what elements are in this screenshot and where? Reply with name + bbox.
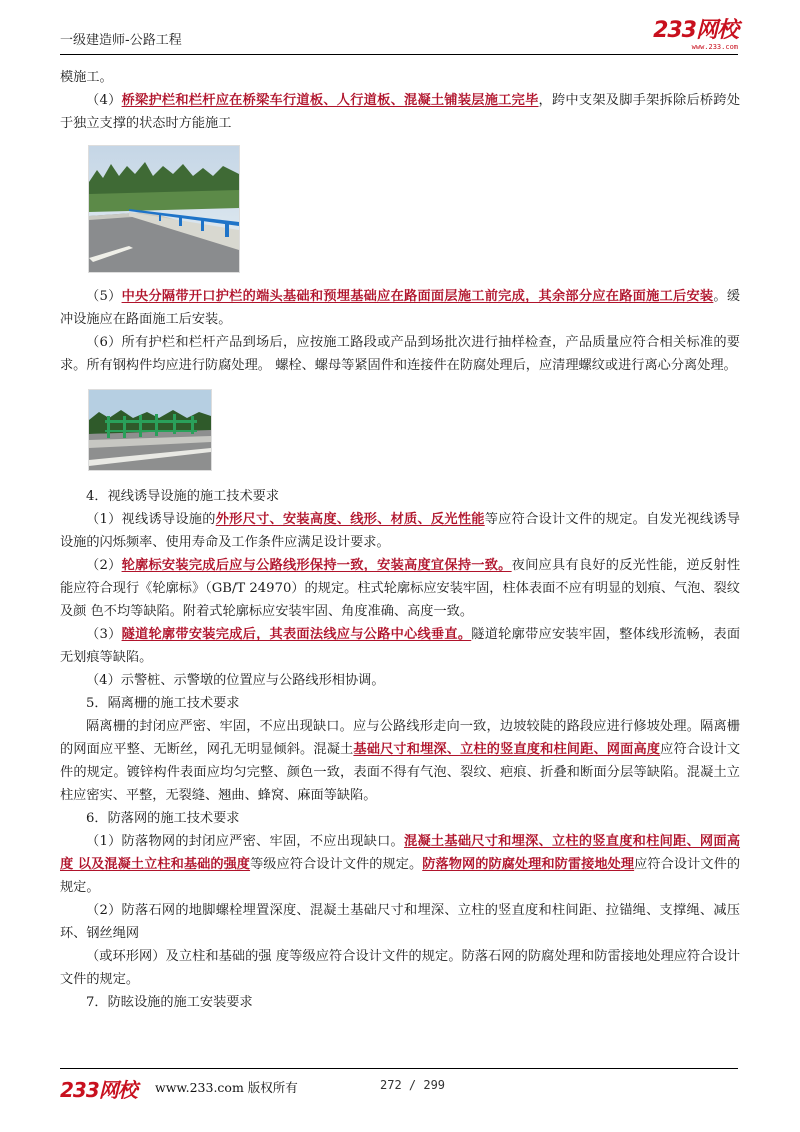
paragraph: （2）防落石网的地脚螺栓埋置深度、混凝土基础尺寸和埋深、立柱的竖直度和柱间距、拉锚绳、支撑绳、减压环、钢丝绳网	[60, 903, 740, 941]
document-body	[60, 66, 740, 1014]
highlight-text: 桥梁护栏和栏杆应在桥梁车行道板、人行道板、混凝土铺装层施工完毕	[121, 93, 539, 108]
text: （4）	[86, 93, 122, 108]
paragraph	[60, 285, 740, 331]
paragraph	[60, 89, 740, 135]
brand-logo	[653, 20, 738, 51]
logo-text: 233网校	[653, 18, 738, 43]
text: 应符合设计文件的规定。镀锌构件表面应均匀完整、颜色一致，表面不得有气泡、裂纹、疤痕、折叠和断面分层等缺陷。混凝土立柱应密实、平整，无裂缝、翘曲、蜂窝、麻面等缺陷。	[60, 742, 741, 803]
paragraph: （6）所有护栏和栏杆产品到场后，应按施工路段或产品到场批次进行抽样检查，产品质量应符合相关标准的要求。所有钢构件均应进行防腐处理。 螺栓、螺母等紧固件和连接件在防腐处理后，应清理螺纹或进行离心分离处理。	[60, 335, 740, 373]
page-header	[60, 18, 738, 55]
section-heading: 5．隔离栅的施工技术要求	[86, 696, 240, 711]
highlight-text: 隧道轮廓带安装完成后，其表面法线应与公路中心线垂直。	[121, 627, 472, 642]
paragraph	[60, 623, 740, 669]
bridge-railing-photo	[88, 145, 240, 273]
highlight-text: 中央分隔带开口护栏的端头基础和预埋基础应在路面面层施工前完成，其余部分应在路面施工后安装	[121, 289, 714, 304]
highlight-text: 防落物网的防腐处理和防雷接地处理	[422, 857, 635, 872]
footer-copyright: www.233.com 版权所有	[155, 1080, 298, 1095]
text: 等级应符合设计文件的规定。	[250, 857, 423, 872]
page-footer	[60, 1068, 738, 1103]
paragraph	[60, 830, 740, 899]
text: 隧道轮廓带应安装牢固，整体线形流畅，表面无划痕等缺陷。	[60, 627, 741, 665]
paragraph	[60, 508, 740, 554]
logo-url: www.233.com	[691, 43, 738, 51]
text: 应符合设计文件的规定。	[60, 857, 741, 895]
highlight-text: 基础尺寸和埋深、立柱的竖直度和柱间距、网面高度	[353, 742, 661, 757]
text: （5）	[86, 289, 122, 304]
highlight-text: 轮廓标安装完成后应与公路线形保持一致，安装高度宜保持一致。	[121, 558, 512, 573]
section-heading: 7．防眩设施的施工安装要求	[86, 995, 253, 1010]
text: ，跨中支架及脚手架拆除后桥跨处于独立支撑的状态时方能施工	[60, 93, 741, 131]
text: （2）	[86, 558, 122, 573]
text: 等应符合设计文件的规定。自发光视线诱导设施的闪烁频率、使用寿命及工作条件应满足设计要求。	[60, 512, 741, 550]
text: （3）	[86, 627, 122, 642]
text: （1）视线诱导设施的	[86, 512, 216, 527]
section-heading: 6．防落网的施工技术要求	[86, 811, 240, 826]
highlight-text: 混凝土基础尺寸和埋深、立柱的竖直度和柱间距、网面高度 以及混凝土立柱和基础的强度	[60, 834, 741, 872]
text: 夜间应具有良好的反光性能，逆反射性能应符合现行《轮廓标》（GB/T 24970）的规定。柱式轮廓标应安装牢固，柱体表面不应有明显的划痕、气泡、裂纹及颜 色不均等缺陷。附着式轮廓标应安装牢固、角度准确、高度一致。	[60, 558, 741, 619]
text: 。缓冲设施应在路面施工后安装。	[60, 289, 741, 327]
section-heading: 4．视线诱导设施的施工技术要求	[86, 489, 280, 504]
text: 隔离栅的封闭应严密、牢固，不应出现缺口。应与公路线形走向一致，边坡较陡的路段应进行修坡处理。隔离栅的网面应平整、无断丝，网孔无明显倾斜。混凝土	[60, 719, 740, 757]
paragraph: （4）示警桩、示警墩的位置应与公路线形相协调。	[86, 673, 385, 688]
paragraph	[60, 554, 740, 623]
railing-site-photo	[88, 389, 212, 471]
footer-logo: 233网校	[60, 1078, 137, 1102]
paragraph: 模施工。	[60, 70, 113, 85]
paragraph	[60, 715, 740, 807]
header-title: 一级建造师-公路工程	[60, 33, 182, 48]
page-number: 272 / 299	[380, 1078, 446, 1092]
paragraph: （或环形网）及立柱和基础的强 度等级应符合设计文件的规定。防落石网的防腐处理和防雷接地处理应符合设计文件的规定。	[60, 949, 740, 987]
highlight-text: 外形尺寸、安装高度、线形、材质、反光性能	[215, 512, 485, 527]
text: （1）防落物网的封闭应严密、牢固，不应出现缺口。	[86, 834, 405, 849]
